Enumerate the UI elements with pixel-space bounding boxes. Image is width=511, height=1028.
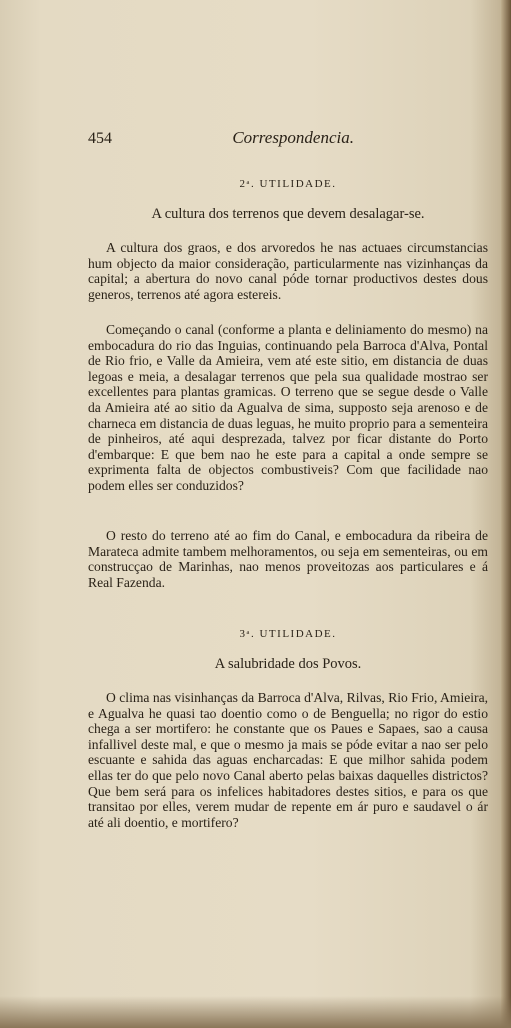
paragraph: O clima nas visinhanças da Barroca d'Alva, Rilvas, Rio Frio, Amieira, e Agualva he quasi tao doentio como o de Benguella; no rigor do estio chega a ser mortifero: he constante que os Paues e Sapaes, sao a causa infallivel deste mal, e que o mesmo ja mais se póde evitar a nao ser pelo escuante e sahida das aguas encharcadas: E que milhor sahida podem ellas ter do que pelo novo Canal aberto pelas baixas daquelles districtos? Que bem será para os infelices habitadores destes sitios, e para os que transitao por elles, verem mudar de repente em ár puro e saudavel o ár até ali doentio, e mortifero?: [88, 690, 488, 830]
paragraph: O resto do terreno até ao fim do Canal, e embocadura da ribeira de Marateca admite tambem melhoramentos, ou seja em sementeiras, ou em construcçao de Marinhas, nao menos proveitozas aos particulares e á Real Fazenda.: [88, 528, 488, 590]
page-bottom-edge: [0, 996, 511, 1028]
running-header: [88, 128, 354, 148]
page-edge: [501, 0, 511, 1028]
section-3-subtitle: A salubridade dos Povos.: [214, 656, 362, 672]
page-number: 454: [88, 130, 112, 147]
section-2-heading: 2ᵃ. UTILIDADE.: [239, 178, 337, 190]
paragraph: Começando o canal (conforme a planta e deliniamento do mesmo) na embocadura do rio das Inguias, continuando pela Barroca d'Alva, Pontal de Rio frio, e Valle da Amieira, vem até este sitio, em distancia de duas legoas e meia, a desalagar terrenos que pela sua qualidade mostrao ser excellentes para plantas gramicas. O terreno que se segue desde o Valle da Amieira até ao sitio da Agualva de sima, supposto seja arenoso e de charneca em distancia de duas leguas, he muito proprio para a sementeira de pinheiros, até aqui desprezada, talvez por ficar distante do Porto d'embarque: E que bem nao he este para a capital a onde sempre se exprimenta falta de objectos combustiveis? Com que facilidade nao podem elles ser conduzidos?: [88, 322, 488, 493]
running-title: Correspondencia.: [232, 128, 354, 147]
section-2-subtitle: A cultura dos terrenos que devem desalagar-se.: [151, 206, 425, 222]
paragraph: A cultura dos graos, e dos arvoredos he nas actuaes circumstancias hum objecto da maior consideração, particularmente nas vizinhanças da capital; a abertura do novo canal póde tornar productivos destes dous generos, terrenos até agora estereis.: [88, 240, 488, 302]
section-3-heading: 3ᵃ. UTILIDADE.: [239, 628, 337, 640]
